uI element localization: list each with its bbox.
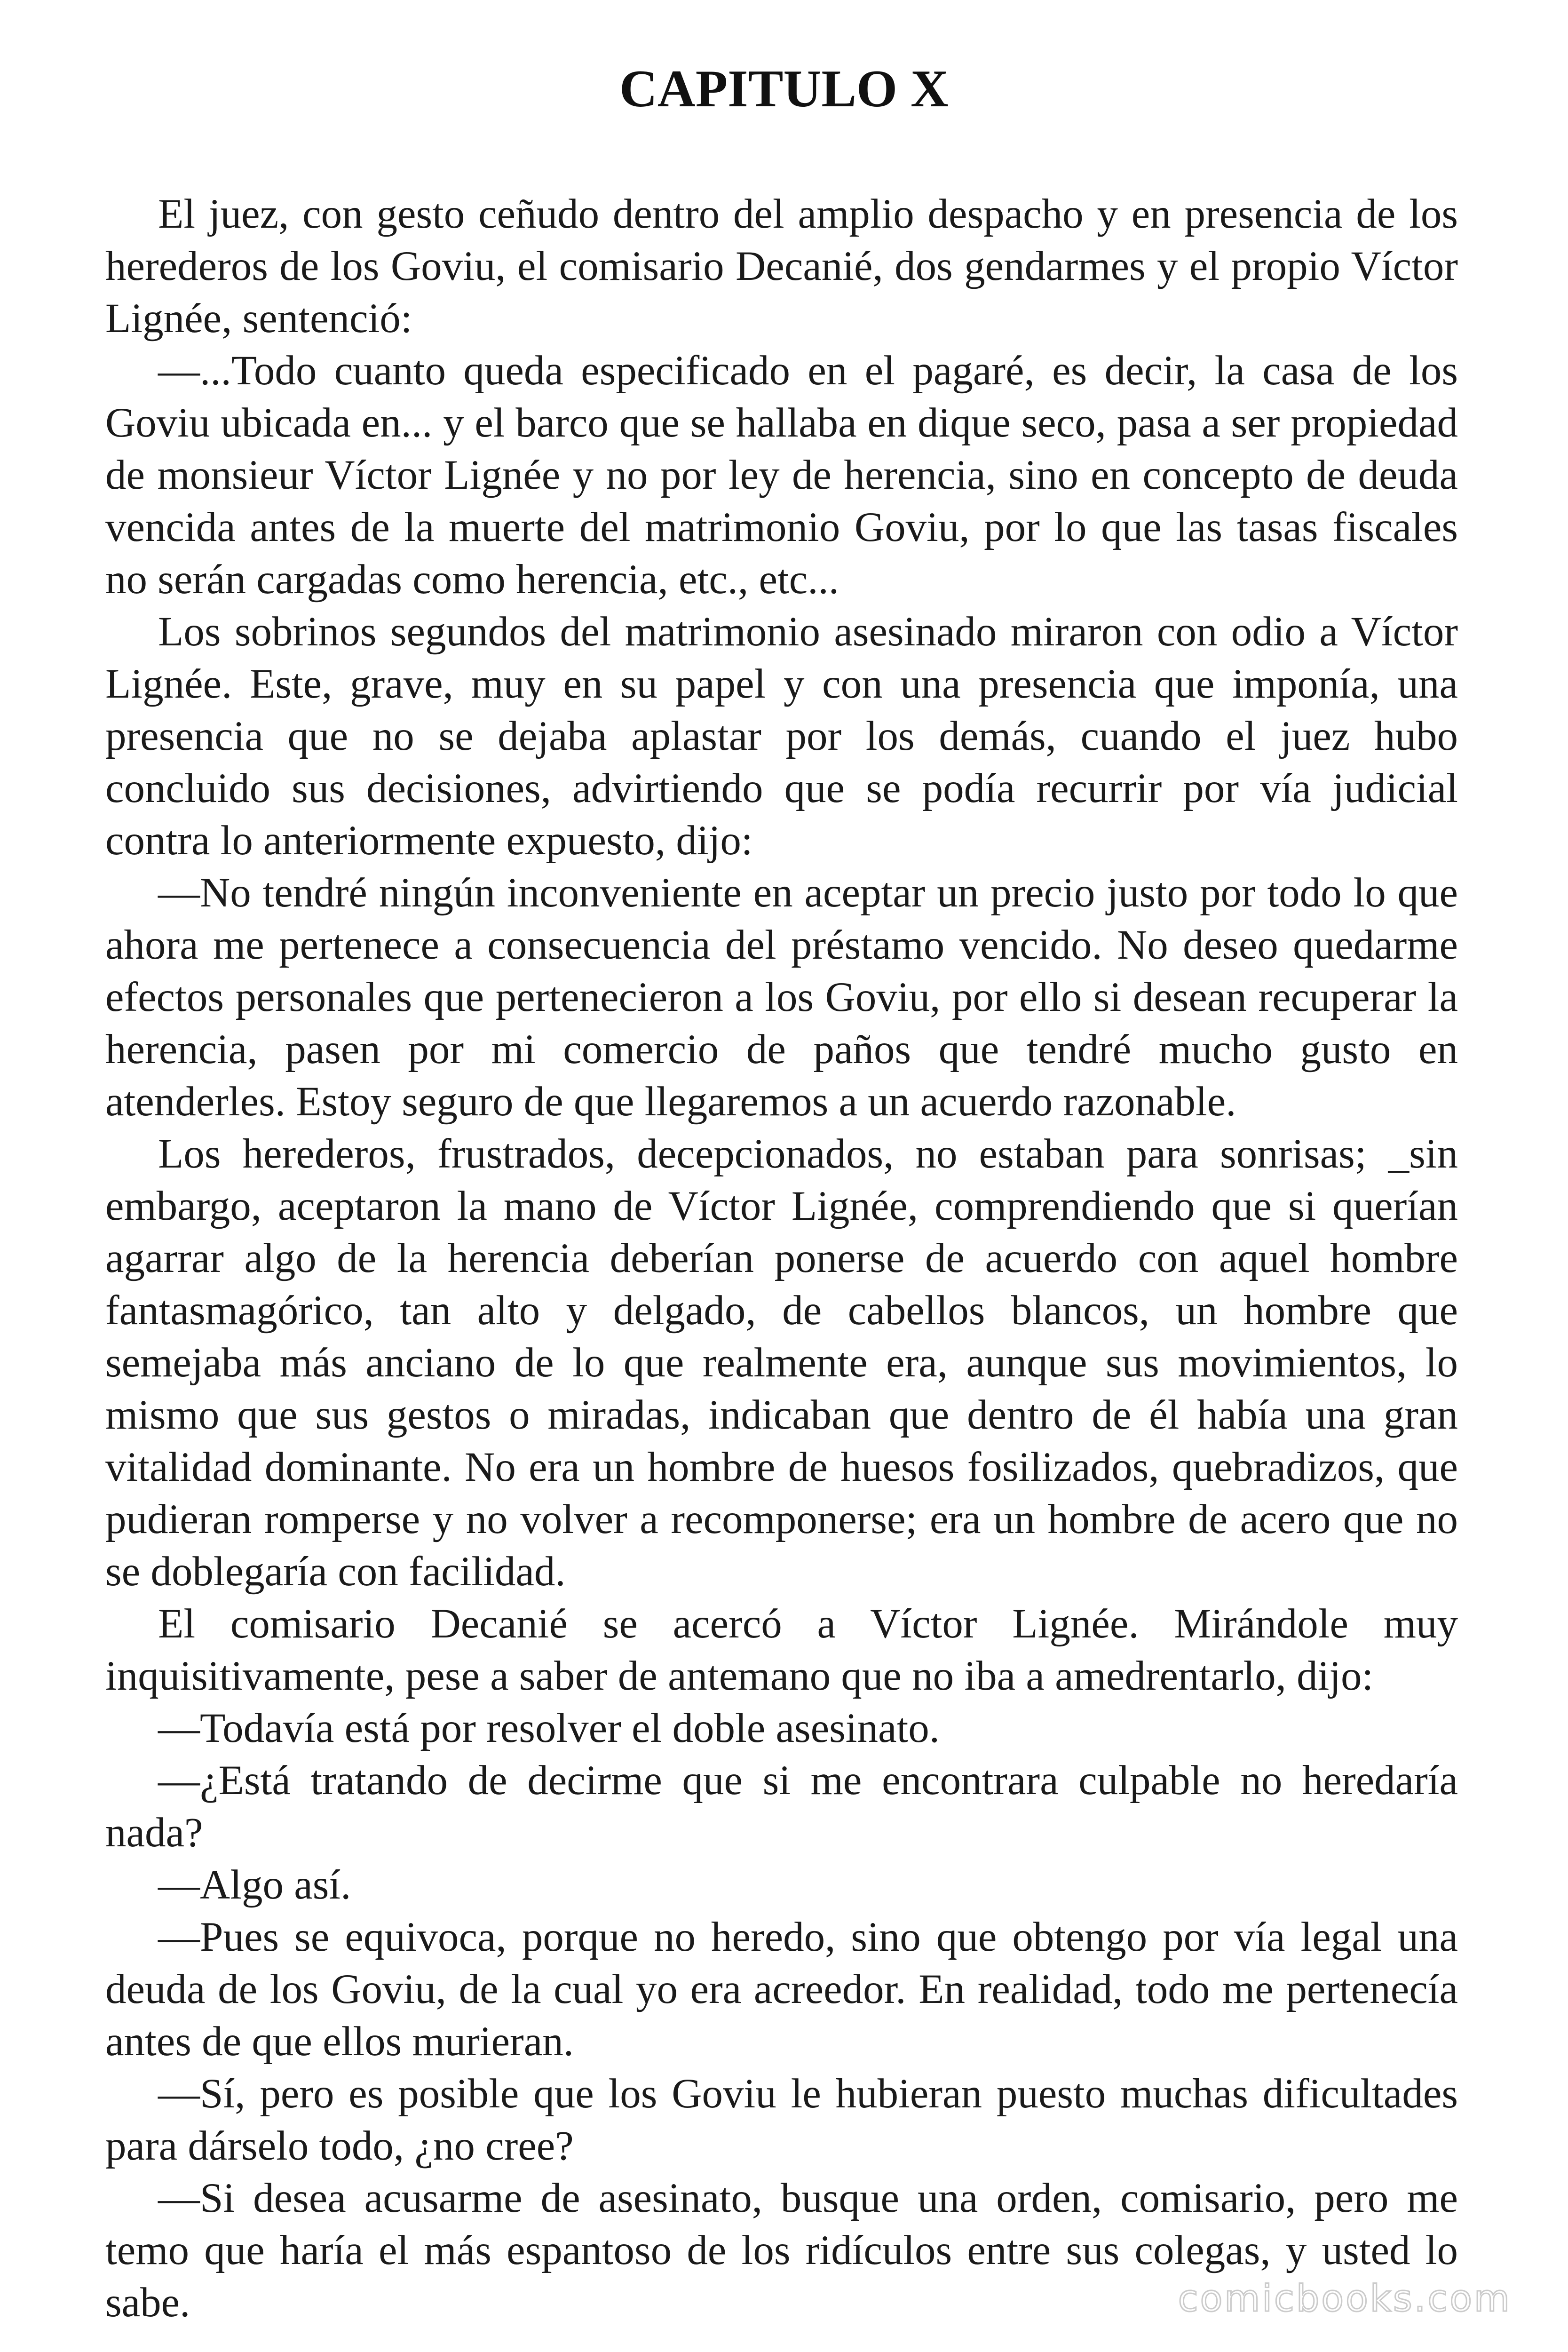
paragraph: —Si desea acusarme de asesinato, busque una orden, comisario, pero me temo que haría el más espantoso de los ridículos entre sus colegas, y usted lo sabe. (105, 2175, 1458, 2326)
paragraph: —Sí, pero es posible que los Goviu le hubieran puesto muchas dificultades para dárselo todo, ¿no cree? (105, 2071, 1458, 2169)
paragraph: Los herederos, frustrados, decepcionados, no estaban para sonrisas; _sin embargo, aceptaron la mano de Víctor Lignée, comprendiendo que si querían agarrar algo de la herencia deberían ponerse de acuerdo con aquel hombre fantasmagórico, tan alto y delgado, de cabellos blancos, un hombre que semejaba más anciano de lo que realmente era, aunque sus movimientos, lo mismo que sus gestos o miradas, indicaban que dentro de él había una gran vitalidad dominante. No era un hombre de huesos fosilizados, quebradizos, que pudieran romperse y no volver a recomponerse; era un hombre de acero que no se doblegaría con facilidad. (105, 1131, 1458, 1595)
paragraph: —¿Está tratando de decirme que si me encontrara culpable no heredaría nada? (105, 1757, 1458, 1856)
chapter-body (105, 188, 1458, 2329)
watermark: comicbooks.com (1178, 2278, 1512, 2320)
paragraph: —Pues se equivoca, porque no heredo, sino que obtengo por vía legal una deuda de los Goviu, de la cual yo era acreedor. En realidad, todo me pertenecía antes de que ellos murieran. (105, 1914, 1458, 2065)
paragraph: El comisario Decanié se acercó a Víctor Lignée. Mirándole muy inquisitivamente, pese a saber de antemano que no iba a amedrentarlo, dijo: (105, 1601, 1458, 1699)
paragraph: —...Todo cuanto queda especificado en el pagaré, es decir, la casa de los Goviu ubicada en... y el barco que se hallaba en dique seco, pasa a ser propiedad de monsieur Víctor Lignée y no por ley de herencia, sino en concepto de deuda vencida antes de la muerte del matrimonio Goviu, por lo que las tasas fiscales no serán cargadas como herencia, etc., etc... (105, 348, 1458, 603)
paragraph: Los sobrinos segundos del matrimonio asesinado miraron con odio a Víctor Lignée. Este, grave, muy en su papel y con una presencia que imponía, una presencia que no se dejaba aplastar por los demás, cuando el juez hubo concluido sus decisiones, advirtiendo que se podía recurrir por vía judicial contra lo anteriormente expuesto, dijo: (105, 609, 1458, 864)
paragraph: —No tendré ningún inconveniente en aceptar un precio justo por todo lo que ahora me pertenece a consecuencia del préstamo vencido. No deseo quedarme efectos personales que pertenecieron a los Goviu, por ello si desean recuperar la herencia, pasen por mi comercio de paños que tendré mucho gusto en atenderles. Estoy seguro de que llegaremos a un acuerdo razonable. (105, 870, 1458, 1125)
paragraph: —Algo así. (158, 1862, 351, 1908)
chapter-title: CAPITULO X (619, 60, 949, 118)
paragraph: —Todavía está por resolver el doble asesinato. (158, 1705, 940, 1751)
paragraph: El juez, con gesto ceñudo dentro del amplio despacho y en presencia de los herederos de los Goviu, el comisario Decanié, dos gendarmes y el propio Víctor Lignée, sentenció: (105, 191, 1458, 342)
